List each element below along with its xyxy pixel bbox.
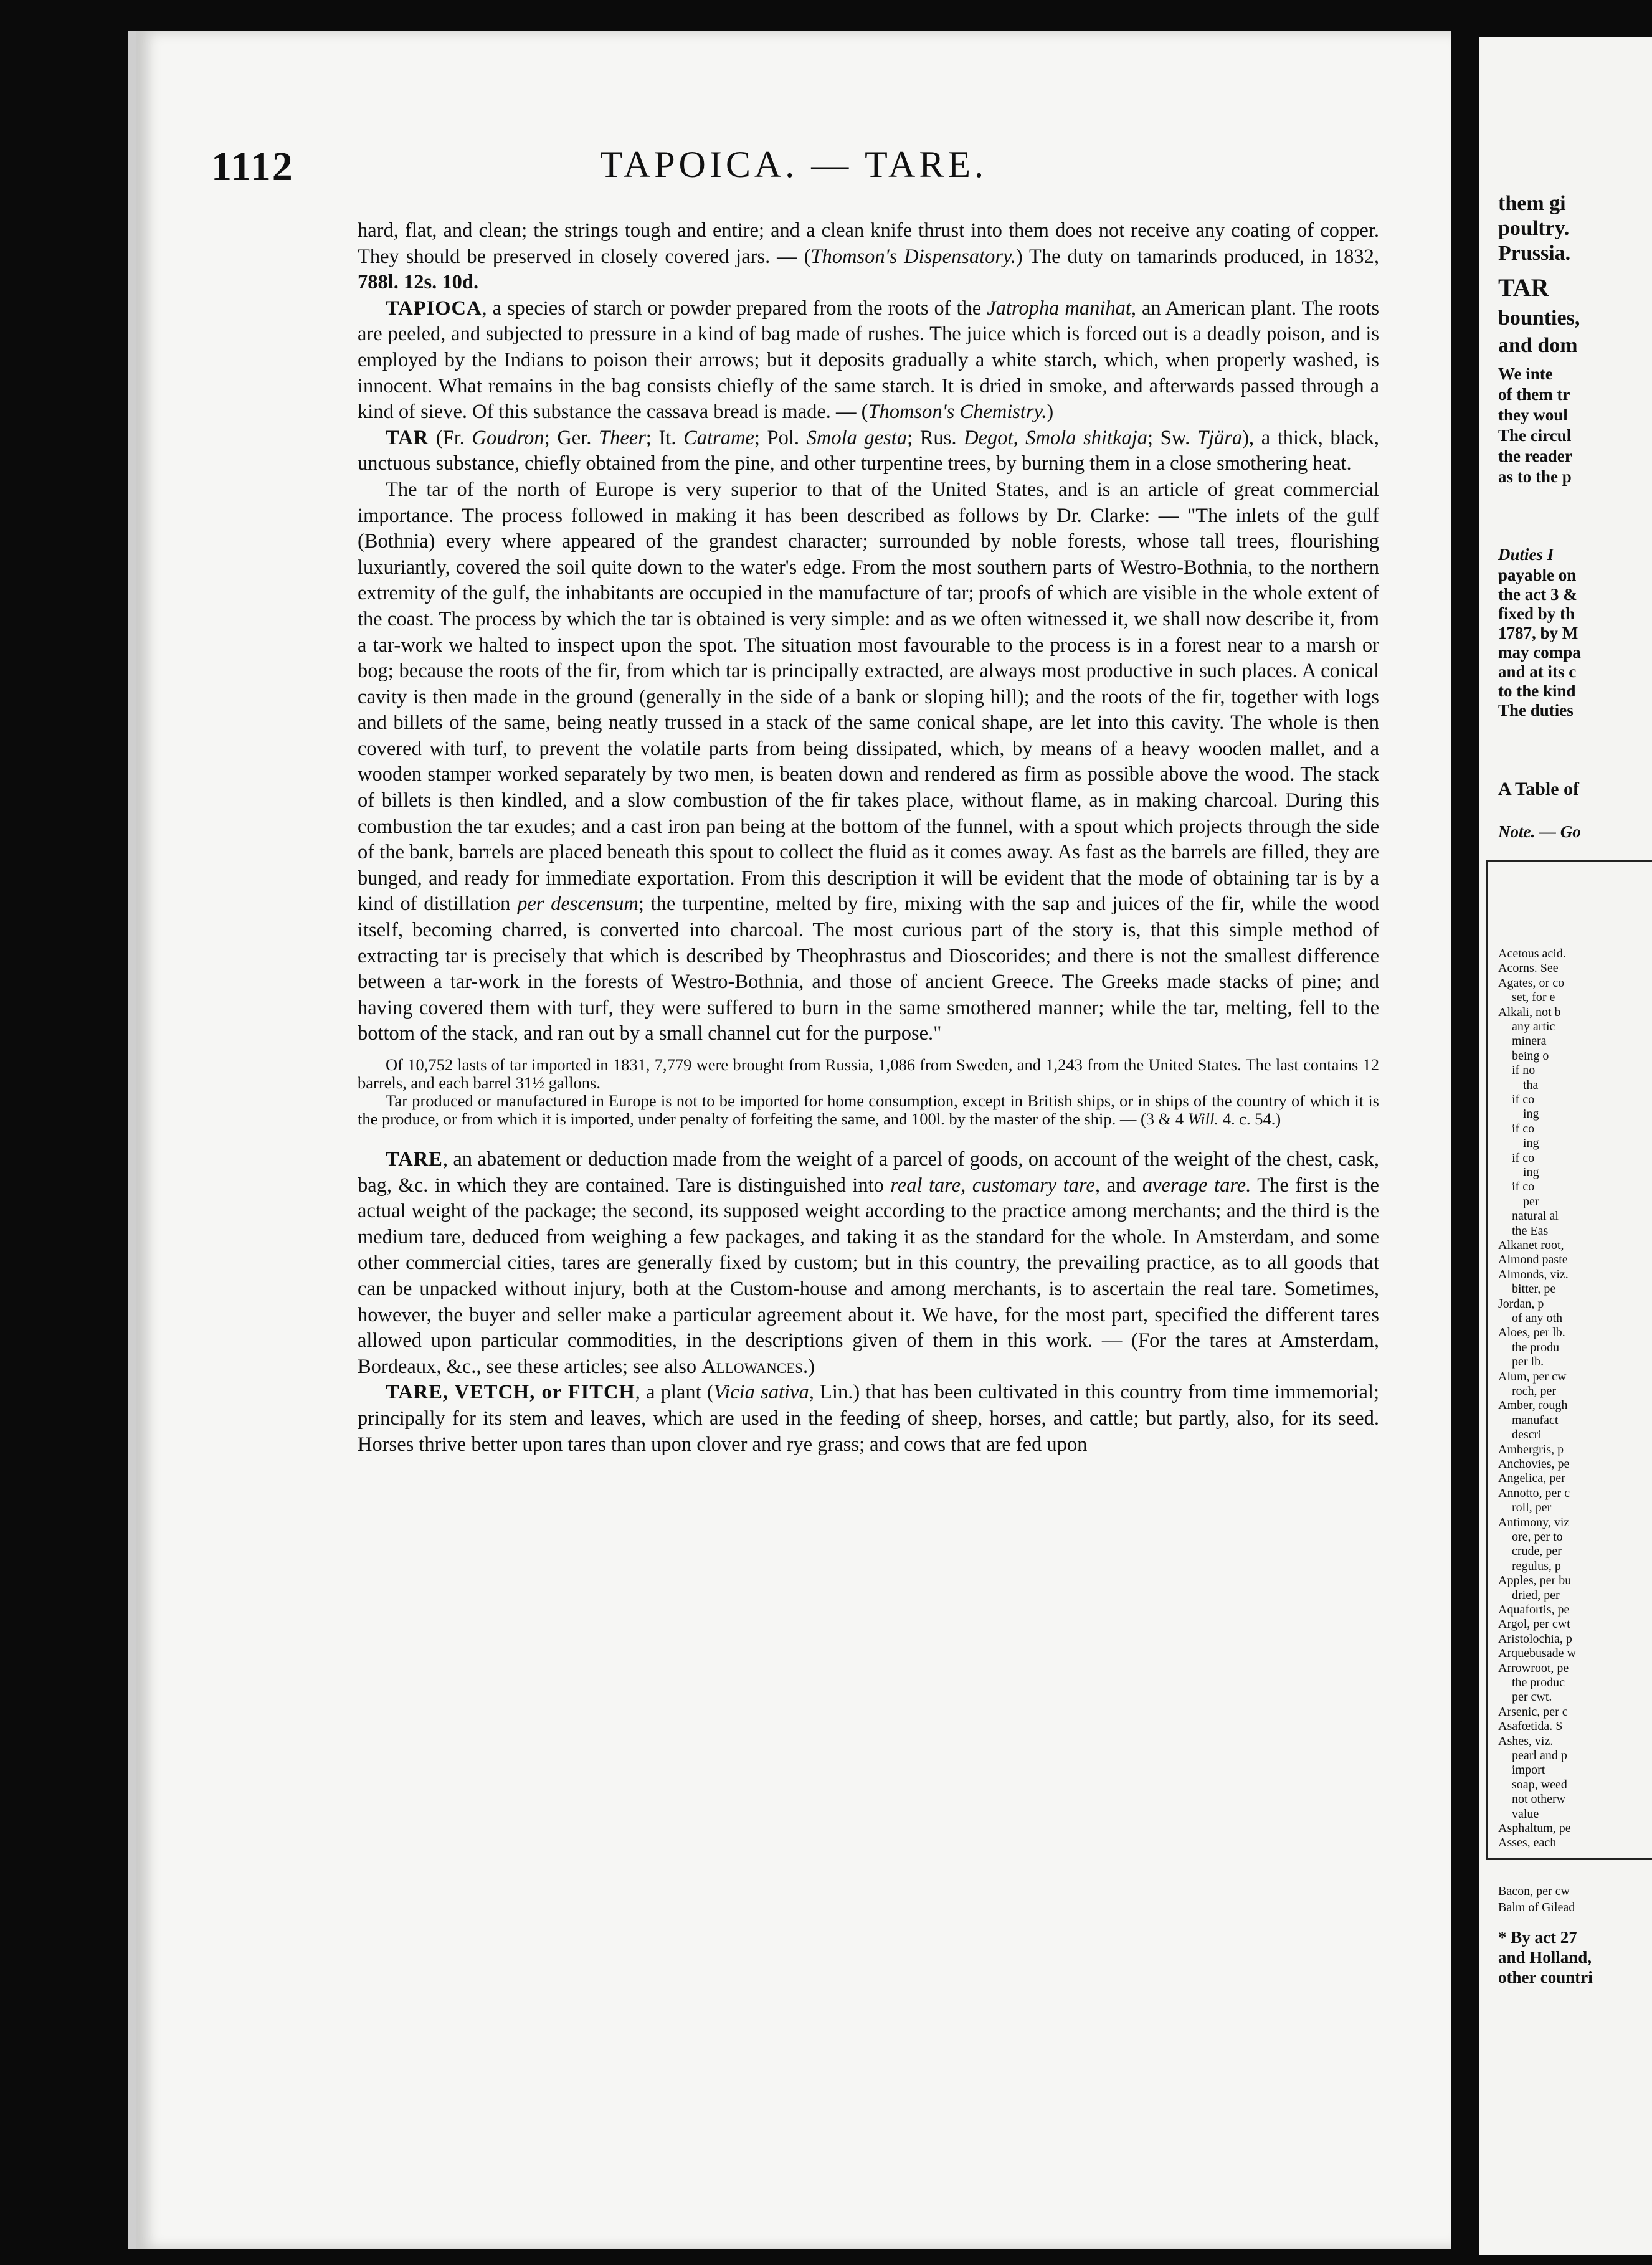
right-page-line: poultry. bbox=[1498, 217, 1570, 240]
entry-tare-vetch bbox=[358, 1380, 1379, 1458]
right-page-line: of them tr bbox=[1498, 385, 1570, 404]
right-page-line: Alum, per cw bbox=[1498, 1369, 1567, 1384]
right-page-line: descri bbox=[1512, 1428, 1542, 1442]
right-page-line: Duties I bbox=[1498, 545, 1554, 564]
right-page-line: Ashes, viz. bbox=[1498, 1734, 1554, 1748]
right-page-line: TAR bbox=[1498, 273, 1549, 302]
citation: Thomson's Chemistry. bbox=[868, 401, 1047, 424]
right-page-line: Arrowroot, pe bbox=[1498, 1661, 1569, 1675]
text-span: The first is the actual weight of the package; the second, its supposed weight according to the practice among merchants; and the third is the medium tare, deduced from weighing a few packages, and taking it as the standard for the whole. In Amsterdam, and some other commercial cities, tares are generally fixed by custom; but in this country, the prevailing practice, as to all goods that can be unpacked without injury, both at the Custom-house and among merchants, is to ascertain the real tare. Sometimes, however, the buyer and seller make a particular agreement about it. We have, for the most part, specified the different tares allowed upon particular commodities, in the descriptions given of them in this work. — (For the tares at Amsterdam, Bordeaux, &c., see these articles; see also bbox=[358, 1174, 1379, 1378]
right-page-line: the reader bbox=[1498, 447, 1572, 465]
right-page-line: roll, per bbox=[1512, 1501, 1552, 1515]
foreign-term: Degot, Smola shitkaja bbox=[964, 426, 1148, 449]
right-page bbox=[1479, 37, 1652, 2255]
right-page-line: * By act 27 bbox=[1498, 1928, 1577, 1947]
citation: Thomson's Dispensatory. bbox=[810, 245, 1016, 268]
right-page-line: Angelica, per bbox=[1498, 1471, 1565, 1486]
text-span: ; Pol. bbox=[754, 426, 807, 449]
right-page-line: ing bbox=[1523, 1136, 1539, 1151]
right-page-line: them gi bbox=[1498, 192, 1566, 215]
text-span: Tar produced or manufactured in Europe is not to be imported for home consumption, except in British ships, or in ships of the country of which it is the produce, or from which it is imported, under penalty of forfeiting the same, and 100l. by the master of the ship. — (3 & 4 bbox=[358, 1091, 1379, 1128]
right-page-line: Jordan, p bbox=[1498, 1296, 1544, 1311]
right-page-line: Prussia. bbox=[1498, 242, 1571, 265]
text-span: , a plant ( bbox=[635, 1381, 714, 1404]
text-span: and bbox=[1099, 1174, 1142, 1197]
species-name: Jatropha manihat bbox=[987, 297, 1131, 320]
right-page-line: per lb. bbox=[1512, 1355, 1544, 1369]
right-page-line: Aquafortis, pe bbox=[1498, 1603, 1570, 1617]
right-page-line: Asafœtida. S bbox=[1498, 1719, 1563, 1734]
right-page-line: roch, per bbox=[1512, 1384, 1557, 1398]
right-page-line: Aloes, per lb. bbox=[1498, 1326, 1565, 1340]
right-page-line: natural al bbox=[1512, 1209, 1559, 1223]
right-page-line: The duties bbox=[1498, 701, 1574, 719]
right-page-line: Agates, or co bbox=[1498, 976, 1565, 990]
right-page-line: soap, weed bbox=[1512, 1777, 1567, 1792]
right-page-line: Amber, rough bbox=[1498, 1398, 1568, 1413]
right-page-line: the produ bbox=[1512, 1340, 1560, 1354]
right-page-line: not otherw bbox=[1512, 1792, 1566, 1807]
cross-reference: Allowances bbox=[701, 1355, 804, 1378]
right-page-line: regulus, p bbox=[1512, 1559, 1561, 1573]
text-span: .) bbox=[803, 1355, 815, 1378]
right-page-line: other countri bbox=[1498, 1968, 1593, 1987]
term: average tare. bbox=[1142, 1174, 1251, 1197]
right-page-line: 1787, by M bbox=[1498, 624, 1578, 642]
right-page-line: Anchovies, pe bbox=[1498, 1457, 1570, 1471]
term: real tare, customary tare, bbox=[890, 1174, 1100, 1197]
right-page-line: Alkanet root, bbox=[1498, 1238, 1564, 1252]
right-page-line: and Holland, bbox=[1498, 1948, 1592, 1967]
right-page-line: of any oth bbox=[1512, 1311, 1563, 1325]
right-page-line: Asses, each bbox=[1498, 1836, 1557, 1850]
text-span: ; the turpentine, melted by fire, mixing with the sap and juices of the fir, while the wood itself, becoming charred, is converted into charcoal. The most curious part of the story is, that this simple method of extracting tar is precisely that which is described by Theophrastus and Dioscorides; and there is not the smallest difference between a tar-work in the forests of Westro-Bothnia, and those of ancient Greece. The Greeks made stacks of pine; and having covered them with turf, they were suffered to burn in the same smothered manner; while the tar, melting, fell to the bottom of the stack, and ran out by a small channel cut for the purpose." bbox=[358, 893, 1379, 1045]
right-page-line: Almond paste bbox=[1498, 1253, 1568, 1267]
right-page-line: Alkali, not b bbox=[1498, 1005, 1561, 1019]
right-page-line: manufact bbox=[1512, 1413, 1559, 1427]
note-tar-regulation bbox=[358, 1092, 1379, 1128]
text-span: , a species of starch or powder prepared from the roots of the bbox=[482, 297, 987, 320]
right-page-line: The circul bbox=[1498, 426, 1572, 445]
right-page-line: per cwt. bbox=[1512, 1690, 1552, 1704]
right-page-line: pearl and p bbox=[1512, 1749, 1567, 1762]
text-span: 4. c. 54.) bbox=[1218, 1109, 1281, 1128]
right-page-line: Aristolochia, p bbox=[1498, 1631, 1572, 1646]
right-page-line: Asphaltum, pe bbox=[1498, 1821, 1571, 1835]
paragraph-tamarinds bbox=[358, 218, 1379, 296]
right-page-line: Acetous acid. bbox=[1498, 947, 1566, 961]
right-page-line: We inte bbox=[1498, 364, 1553, 383]
left-page bbox=[128, 31, 1451, 2249]
headword: TAPIOCA bbox=[386, 297, 482, 320]
species-name: Vicia sativa bbox=[713, 1381, 809, 1404]
right-page-line: the produc bbox=[1512, 1676, 1565, 1689]
note-tar-imports: Of 10,752 lasts of tar imported in 1831, 7,779 were brought from Russia, 1,086 from Sweden, and 1,243 from the United States. The last contains 12 barrels, and each barrel 31½ gallons. bbox=[358, 1055, 1379, 1092]
right-page-line: if no bbox=[1512, 1063, 1536, 1078]
headword: TAR bbox=[386, 426, 429, 449]
right-page-line: A Table of bbox=[1498, 779, 1580, 799]
right-page-line: Apples, per bu bbox=[1498, 1574, 1572, 1588]
right-page-line: Note. — Go bbox=[1498, 822, 1581, 841]
page-header bbox=[136, 143, 1451, 212]
text-span: , an American plant. The roots are peeled, and subjected to pressure in a kind of bag made of rushes. The juice which is forced out is a deadly poison, and is employed by the Indians to poison their arrows; but it deposits gradually a white starch, which, when properly washed, is innocent. What remains in the bag consists chiefly of the same starch. It is dried in smoke, and afterwards passed through a kind of sieve. Of this substance the cassava bread is made. — ( bbox=[358, 297, 1379, 424]
headword: TARE bbox=[386, 1148, 443, 1170]
right-page-line: and at its c bbox=[1498, 662, 1577, 681]
right-page-line: if co bbox=[1512, 1180, 1535, 1194]
text-span: , an abatement or deduction made from the weight of a parcel of goods, on account of the weight of the chest, cask, bag, &c. in which they are contained. Tare is distinguished into bbox=[358, 1148, 1379, 1197]
right-page-line: being o bbox=[1512, 1048, 1549, 1063]
foreign-term: Theer bbox=[599, 426, 646, 449]
right-page-line: Annotto, per c bbox=[1498, 1486, 1570, 1500]
headword: TARE, VETCH, or FITCH bbox=[386, 1381, 635, 1404]
right-page-line: Bacon, per cw bbox=[1498, 1884, 1570, 1898]
right-page-line: fixed by th bbox=[1498, 604, 1575, 623]
text-span: ), a thick, black, unctuous substance, chiefly obtained from the pine, and other turpentine trees, by burning them in a close smothering heat. bbox=[358, 426, 1379, 475]
right-page-line: import bbox=[1512, 1763, 1545, 1777]
right-page-line: to the kind bbox=[1498, 681, 1576, 700]
text-span: ) The duty on tamarinds produced, in 1832, bbox=[1015, 245, 1380, 268]
body-text bbox=[358, 218, 1379, 1458]
text-span: ; Rus. bbox=[907, 426, 964, 449]
foreign-term: Goudron bbox=[472, 426, 544, 449]
foreign-term: Tjära bbox=[1197, 426, 1243, 449]
text-span: ; It. bbox=[645, 426, 684, 449]
right-page-line: Ambergris, p bbox=[1498, 1442, 1564, 1456]
right-page-line: Arquebusade w bbox=[1498, 1646, 1576, 1661]
right-page-line: Arsenic, per c bbox=[1498, 1704, 1568, 1719]
right-page-line: the act 3 & bbox=[1498, 585, 1577, 604]
text-span: (Fr. bbox=[429, 426, 472, 449]
text-span: ; Sw. bbox=[1147, 426, 1197, 449]
right-page-line: bitter, pe bbox=[1512, 1282, 1556, 1296]
right-page-line: Argol, per cwt bbox=[1498, 1617, 1570, 1631]
right-page-line: any artic bbox=[1512, 1020, 1555, 1033]
right-page-line: Almonds, viz. bbox=[1498, 1267, 1569, 1281]
running-head: TAPOICA. — TARE. bbox=[600, 144, 987, 185]
text-span: hard, flat, and clean; the strings tough and entire; and a clean knife thrust into them does not receive any coating of copper. They should be preserved in closely covered jars. — ( bbox=[358, 219, 1379, 268]
right-page-line: payable on bbox=[1498, 566, 1577, 584]
right-page-line: if co bbox=[1512, 1093, 1535, 1106]
right-page-line: ing bbox=[1523, 1166, 1539, 1179]
text-span: The tar of the north of Europe is very superior to that of the United States, and is an article of great commercial importance. The process followed in making it has been described as follows by Dr. Clarke: — "The inlets of the gulf (Bothnia) every where appeared of the grandest character; surrounded by noble forests, whose tall trees, flourishing luxuriantly, covered the soil quite down to the water's edge. From the most southern parts of Westro-Bothnia, to the northern extremity of the gulf, the inhabitants are occupied in the manufacture of tar; proofs of which are visible in the whole extent of the coast. The process by which the tar is obtained is very simple: and as we often witnessed it, we shall now describe it, from a tar-work we halted to inspect upon the spot. The situation most favourable to the process is in a forest near to a marsh or bog; because the roots of the fir, from which tar is principally extracted, are always most productive in such places. A conical cavity is then made in the ground (generally in the side of a bank or sloping hill); and the roots of the fir, together with logs and billets of the same, being neatly trussed in a stack of the same conical shape, are let into this cavity. The whole is then covered with turf, to prevent the volatile parts from being dissipated, which, by means of a heavy wooden mallet, and a wooden stamper worked separately by two men, is beaten down and rendered as firm as possible above the wood. The stack of billets is then kindled, and a slow combustion of the fir takes place, without flame, as in making charcoal. During this combustion the tar exudes; and a cast iron pan being at the bottom of the funnel, with a spout which projects through the side of the bank, barrels are placed beneath this spout to collect the fluid as it comes away. As fast as the barrels are filled, they are bunged, and ready for immediate exportation. From this description it will be evident that the mode of obtaining tar is by a kind of distillation bbox=[358, 478, 1379, 916]
text-span: ) bbox=[1047, 401, 1054, 424]
statute-abbrev: Will. bbox=[1187, 1109, 1219, 1128]
right-page-line: and dom bbox=[1498, 334, 1578, 357]
right-page-line: the Eas bbox=[1512, 1223, 1549, 1238]
text-span: , Lin.) that has been cultivated in this country from time immemorial; principally for its stem and leaves, which are used in the feeding of sheep, horses, and cattle; but partly, also, for its seed. Horses thrive better upon tares than upon clover and rye grass; and cows that are fed upon bbox=[358, 1381, 1380, 1456]
right-page-line: bounties, bbox=[1498, 306, 1580, 330]
entry-tar bbox=[358, 425, 1379, 477]
right-page-line: Acorns. See bbox=[1498, 961, 1559, 976]
entry-tare bbox=[358, 1147, 1379, 1380]
right-page-line: may compa bbox=[1498, 643, 1581, 662]
duty-amount: 788l. 12s. 10d. bbox=[358, 271, 479, 294]
foreign-term: Smola gesta bbox=[806, 426, 908, 449]
right-page-line: if co bbox=[1512, 1151, 1535, 1165]
right-page-line: value bbox=[1512, 1807, 1539, 1821]
entry-tapioca bbox=[358, 296, 1379, 425]
right-page-line: Balm of Gilead bbox=[1498, 1901, 1575, 1914]
right-page-line: they woul bbox=[1498, 406, 1568, 424]
paragraph-tar-process bbox=[358, 477, 1379, 1047]
latin-term: per descensum bbox=[517, 893, 638, 916]
right-page-line: dried, per bbox=[1512, 1588, 1560, 1602]
right-page-line: crude, per bbox=[1512, 1544, 1562, 1559]
foreign-term: Catrame bbox=[683, 426, 754, 449]
right-page-line: ore, per to bbox=[1512, 1530, 1563, 1544]
text-span: ; Ger. bbox=[544, 426, 599, 449]
right-page-line: set, for e bbox=[1512, 990, 1555, 1005]
right-page-line: ing bbox=[1523, 1107, 1539, 1121]
page-number: 1112 bbox=[211, 144, 294, 189]
right-page-line: as to the p bbox=[1498, 467, 1572, 486]
right-page-line: minera bbox=[1512, 1034, 1547, 1048]
right-page-line: Antimony, viz bbox=[1498, 1515, 1570, 1529]
right-page-line: per bbox=[1523, 1194, 1539, 1208]
right-page-line: tha bbox=[1523, 1078, 1539, 1092]
right-page-line: if co bbox=[1512, 1121, 1535, 1136]
